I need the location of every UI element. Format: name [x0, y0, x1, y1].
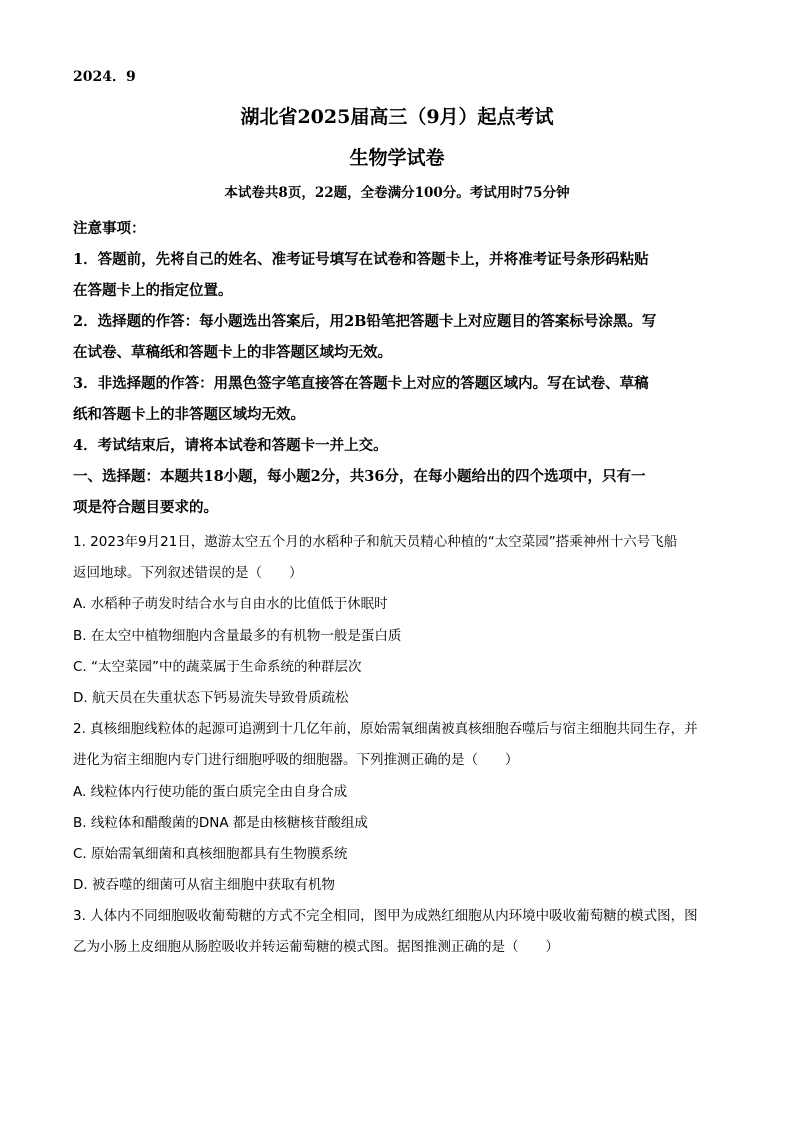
notice-line: 在试卷、草稿纸和答题卡上的非答题区域均无效。: [73, 344, 392, 361]
option-d: D. 被吞噬的细菌可从宿主细胞中获取有机物: [73, 877, 335, 894]
exam-subtitle: 生物学试卷: [349, 147, 445, 169]
question-1: [73, 527, 721, 714]
exam-info: 本试卷共8页，22题，全卷满分100分。考试用时75分钟: [224, 185, 570, 201]
section-heading: 项是符合题目要求的。: [73, 499, 218, 516]
question-stem: 返回地球。下列叙述错误的是（ ）: [73, 565, 303, 582]
question-2: [73, 714, 721, 901]
notice-line: 4．考试结束后，请将本试卷和答题卡一并上交。: [73, 437, 388, 454]
option-b: B. 在太空中植物细胞内含量最多的有机物一般是蛋白质: [73, 627, 402, 644]
notice-line: 在答题卡上的指定位置。: [73, 282, 233, 299]
notice-line: 3．非选择题的作答：用黑色签字笔直接答在答题卡上对应的答题区域内。写在试卷、草稿: [73, 375, 649, 392]
notice-heading: 注意事项：: [73, 220, 146, 237]
question-3: [73, 901, 721, 963]
option-a: A. 水稻种子萌发时结合水与自由水的比值低于休眠时: [73, 596, 388, 613]
option-c: C. 原始需氧细菌和真核细胞都具有生物膜系统: [73, 845, 348, 862]
notice-line: 1．答题前，先将自己的姓名、准考证号填写在试卷和答题卡上，并将准考证号条形码粘贴: [73, 251, 649, 268]
exam-body: [73, 213, 721, 964]
option-a: A. 线粒体内行使功能的蛋白质完全由自身合成: [73, 783, 348, 800]
question-stem: 1. 2023年9月21日，遨游太空五个月的水稻种子和航天员精心种植的“太空菜园”搭乘神州十六号飞船: [73, 534, 678, 550]
exam-title: 湖北省2025届高三（9月）起点考试: [240, 106, 554, 128]
notice-line: 2．选择题的作答：每小题选出答案后，用2B铅笔把答题卡上对应题目的答案标号涂黑。写: [73, 313, 657, 330]
option-d: D. 航天员在失重状态下钙易流失导致骨质疏松: [73, 689, 349, 706]
section-heading: 一、选择题：本题共18小题，每小题2分，共36分，在每小题给出的四个选项中，只有一: [73, 468, 646, 485]
question-stem: 3. 人体内不同细胞吸收葡萄糖的方式不完全相同，图甲为成熟红细胞从内环境中吸收葡萄糖的模式图，图: [73, 908, 698, 925]
option-c: C. “太空菜园”中的蔬菜属于生命系统的种群层次: [73, 658, 362, 675]
question-stem: 乙为小肠上皮细胞从肠腔吸收并转运葡萄糖的模式图。据图推测正确的是（ ）: [73, 939, 559, 956]
question-stem: 进化为宿主细胞内专门进行细胞呼吸的细胞器。下列推测正确的是（ ）: [73, 752, 519, 769]
exam-date: 2024．9: [73, 69, 136, 85]
notice-line: 纸和答题卡上的非答题区域均无效。: [73, 406, 305, 423]
option-b: B. 线粒体和醋酸菌的DNA 都是由核糖核苷酸组成: [73, 814, 368, 831]
question-stem: 2. 真核细胞线粒体的起源可追溯到十几亿年前，原始需氧细菌被真核细胞吞噬后与宿主细胞共同生存，并: [73, 721, 698, 738]
